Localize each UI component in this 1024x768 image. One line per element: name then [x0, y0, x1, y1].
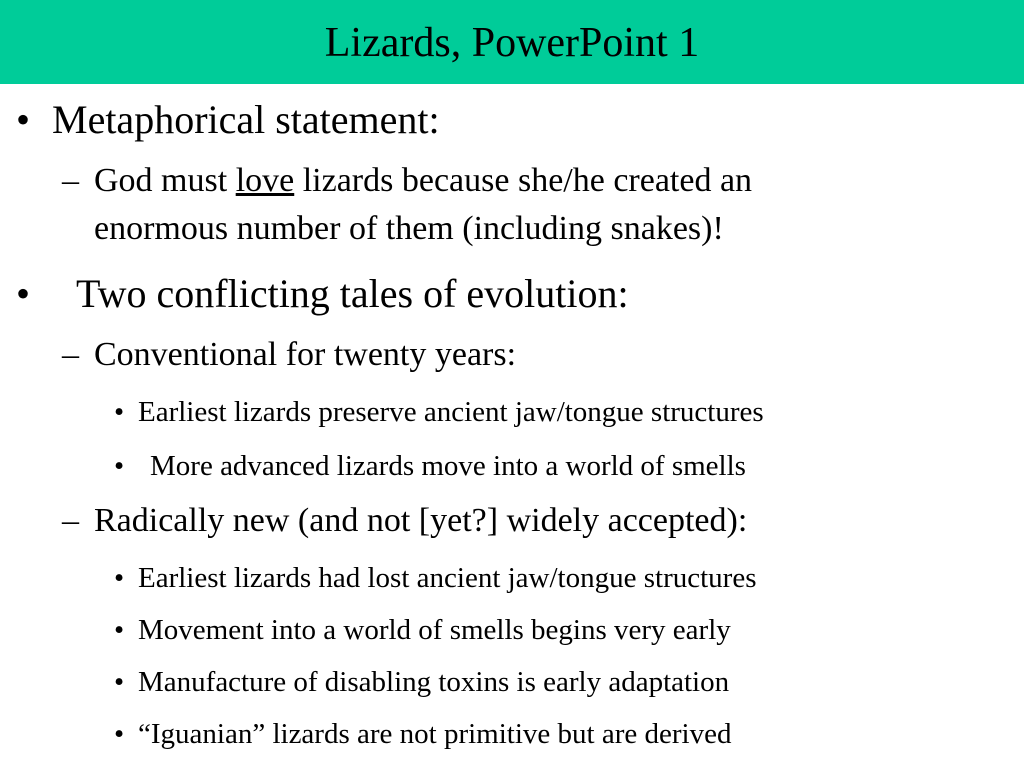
- slide-body: [0, 84, 1024, 768]
- sub-bullet-text: enormous number of them (including snakes)!: [94, 210, 724, 247]
- sub-bullet-text: Conventional for twenty years:: [94, 336, 517, 373]
- bullet-marker: •: [114, 450, 125, 482]
- item-text: More advanced lizards move into a world of smells: [150, 450, 746, 482]
- bullet-marker: •: [114, 562, 125, 594]
- underlined-word: love: [235, 162, 295, 199]
- bullet-marker: •: [114, 666, 125, 698]
- slide-title: Lizards, PowerPoint 1: [324, 20, 700, 66]
- bullet-marker: •: [114, 718, 125, 750]
- item-text: “Iguanian” lizards are not primitive but are derived: [138, 718, 732, 750]
- sub-bullet-text: Radically new (and not [yet?] widely accepted):: [94, 502, 748, 539]
- title-bar: [0, 0, 1024, 84]
- sub-bullet-text: [94, 162, 752, 200]
- bullet-text: Metaphorical statement:: [52, 97, 440, 142]
- item-text: Earliest lizards had lost ancient jaw/tongue structures: [138, 562, 757, 594]
- item-text: Earliest lizards preserve ancient jaw/tongue structures: [138, 396, 764, 428]
- text-segment: lizards because she/he created an: [294, 162, 753, 199]
- text-segment: God must: [94, 162, 236, 199]
- bullet-marker: •: [114, 396, 125, 428]
- bullet-marker: •: [16, 271, 31, 316]
- bullet-marker: •: [114, 614, 125, 646]
- bullet-marker: •: [16, 97, 31, 142]
- dash-marker: –: [62, 502, 79, 539]
- bullet-text: Two conflicting tales of evolution:: [76, 271, 629, 316]
- dash-marker: –: [62, 336, 79, 373]
- item-text: Manufacture of disabling toxins is early adaptation: [138, 666, 730, 698]
- item-text: Movement into a world of smells begins very early: [138, 614, 731, 646]
- dash-marker: –: [62, 162, 79, 199]
